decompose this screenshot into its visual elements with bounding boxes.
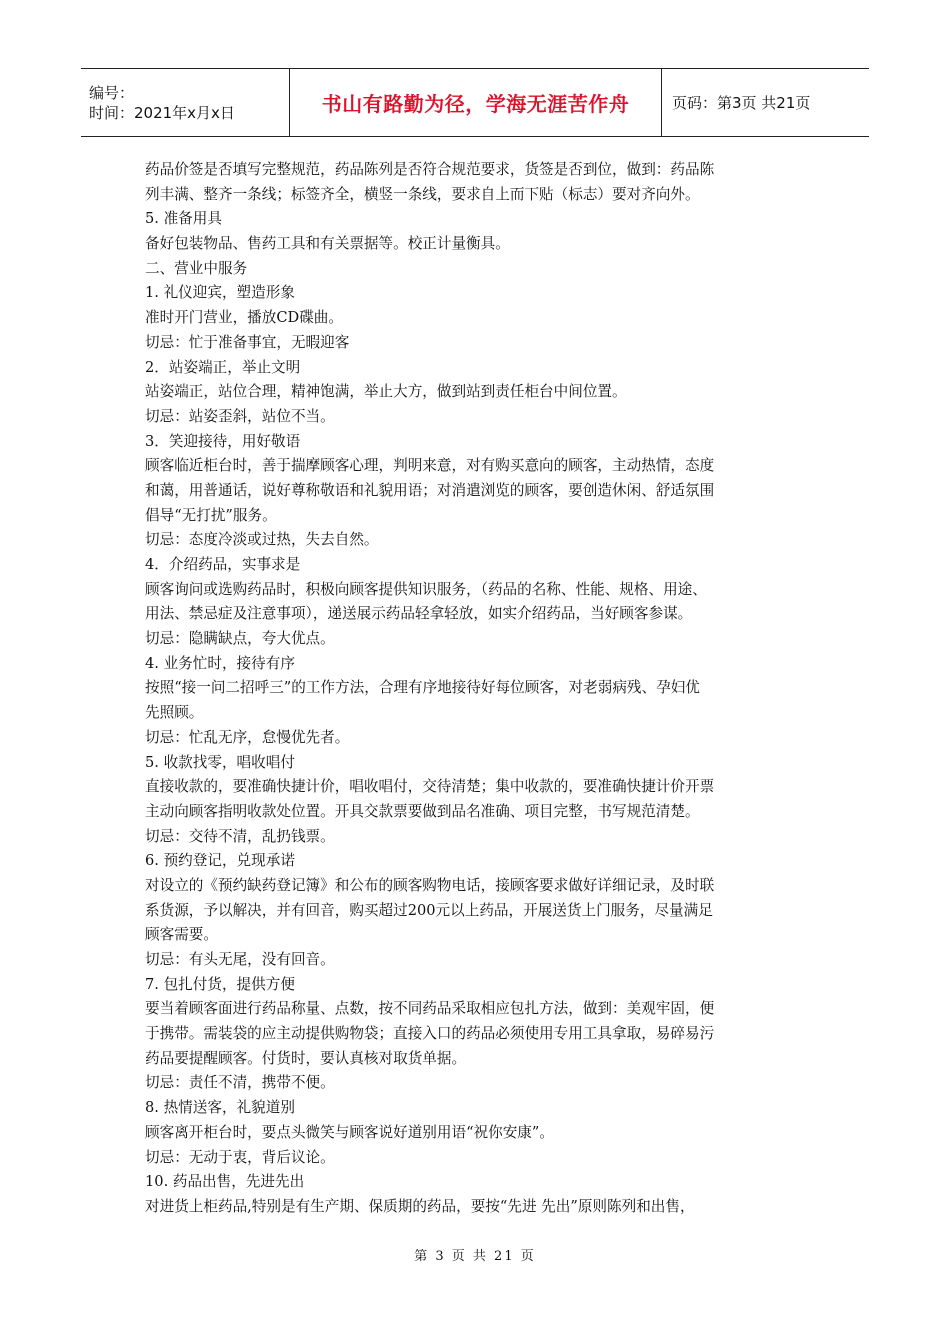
text-line: 直接收款的，要准确快捷计价，唱收唱付，交待清楚；集中收款的，要准确快捷计价开票 bbox=[145, 778, 715, 796]
text-line: 备好包装物品、售药工具和有关票据等。校正计量衡具。 bbox=[145, 235, 510, 253]
document-date: 时间：2021年x月x日 bbox=[89, 103, 235, 122]
text-line: 顾客需要。 bbox=[145, 926, 218, 944]
text-line: 切忌：责任不清，携带不便。 bbox=[145, 1074, 335, 1092]
page-header bbox=[81, 68, 869, 137]
text-line: 要当着顾客面进行药品称量、点数，按不同药品采取相应包扎方法，做到：美观牢固，便 bbox=[145, 1000, 715, 1018]
text-line: 10. 药品出售，先进先出 bbox=[145, 1173, 305, 1191]
text-line: 切忌：忙乱无序，怠慢优先者。 bbox=[145, 728, 350, 746]
text-line: 和蔼，用普通话，说好尊称敬语和礼貌用语；对消遣浏览的顾客，要创造休闲、舒适氛围 bbox=[145, 481, 715, 499]
page-footer: 第 3 页 共 21 页 bbox=[414, 1249, 536, 1264]
text-line: 站姿端正，站位合理，精神饱满，举止大方，做到站到责任柜台中间位置。 bbox=[145, 383, 627, 401]
text-line: 1. 礼仪迎宾，塑造形象 bbox=[145, 284, 295, 302]
header-motto: 书山有路勤为径，学海无涯苦作舟 bbox=[290, 69, 662, 136]
text-line: 8. 热情送客，礼貌道别 bbox=[145, 1099, 295, 1117]
text-line: 准时开门营业，播放CD碟曲。 bbox=[145, 309, 343, 327]
text-line: 切忌：交待不清，乱扔钱票。 bbox=[145, 827, 335, 845]
text-line: 6. 预约登记，兑现承诺 bbox=[145, 852, 295, 870]
text-line: 4. 业务忙时，接待有序 bbox=[145, 654, 295, 672]
text-line: 切忌：隐瞒缺点，夸大优点。 bbox=[145, 630, 335, 648]
text-line: 切忌：态度冷淡或过热，失去自然。 bbox=[145, 531, 379, 549]
text-line: 用法、禁忌症及注意事项），递送展示药品轻拿轻放，如实介绍药品，当好顾客参谋。 bbox=[145, 605, 693, 623]
text-line: 切忌：忙于准备事宜，无暇迎客 bbox=[145, 333, 350, 351]
header-meta bbox=[81, 69, 290, 136]
text-line: 二、营业中服务 bbox=[145, 259, 248, 277]
header-page-number: 页码：第3页 共21页 bbox=[672, 94, 811, 112]
text-line: 先照顾。 bbox=[145, 704, 204, 722]
text-line: 对进货上柜药品,特别是有生产期、保质期的药品，要按“先进 先出”原则陈列和出售， bbox=[145, 1197, 695, 1215]
document-number: 编号： bbox=[89, 83, 135, 102]
text-line: 5. 准备用具 bbox=[145, 210, 222, 228]
text-line: 药品要提醒顾客。付货时，要认真核对取货单据。 bbox=[145, 1049, 467, 1067]
text-line: 药品价签是否填写完整规范，药品陈列是否符合规范要求，货签是否到位，做到：药品陈 bbox=[145, 161, 715, 178]
text-line: 按照“接一问二招呼三”的工作方法，合理有序地接待好每位顾客，对老弱病残、孕妇优 bbox=[145, 679, 700, 697]
text-line: 于携带。需装袋的应主动提供购物袋；直接入口的药品必须使用专用工具拿取，易碎易污 bbox=[145, 1025, 715, 1043]
text-line: 系货源，予以解决，并有回音，购买超过200元以上药品，开展送货上门服务，尽量满足 bbox=[145, 901, 713, 919]
text-line: 顾客询问或选购药品时，积极向顾客提供知识服务，（药品的名称、性能、规格、用途、 bbox=[145, 580, 707, 598]
text-line: 2．站姿端正，举止文明 bbox=[145, 358, 301, 376]
text-line: 顾客临近柜台时，善于揣摩顾客心理，判明来意，对有购买意向的顾客，主动热情，态度 bbox=[145, 457, 715, 475]
text-line: 对设立的《预约缺药登记簿》和公布的顾客购物电话，接顾客要求做好详细记录，及时联 bbox=[145, 876, 715, 894]
text-line: 倡导“无打扰”服务。 bbox=[145, 506, 277, 524]
text-line: 4．介绍药品，实事求是 bbox=[145, 556, 301, 573]
document-body bbox=[145, 158, 810, 1220]
text-line: 3．笑迎接待，用好敬语 bbox=[145, 432, 301, 450]
text-line: 顾客离开柜台时，要点头微笑与顾客说好道别用语“祝你安康”。 bbox=[145, 1123, 554, 1141]
text-line: 5. 收款找零，唱收唱付 bbox=[145, 753, 295, 771]
text-line: 切忌：无动于衷，背后议论。 bbox=[145, 1148, 335, 1166]
text-line: 7. 包扎付货，提供方便 bbox=[145, 975, 295, 993]
text-line: 主动向顾客指明收款处位置。开具交款票要做到品名准确、项目完整，书写规范清楚。 bbox=[145, 802, 700, 820]
text-line: 列丰满、整齐一条线；标签齐全，横竖一条线，要求自上而下贴（标志）要对齐向外。 bbox=[145, 185, 700, 203]
text-line: 切忌：站姿歪斜，站位不当。 bbox=[145, 407, 335, 425]
text-line: 切忌：有头无尾，没有回音。 bbox=[145, 951, 335, 968]
